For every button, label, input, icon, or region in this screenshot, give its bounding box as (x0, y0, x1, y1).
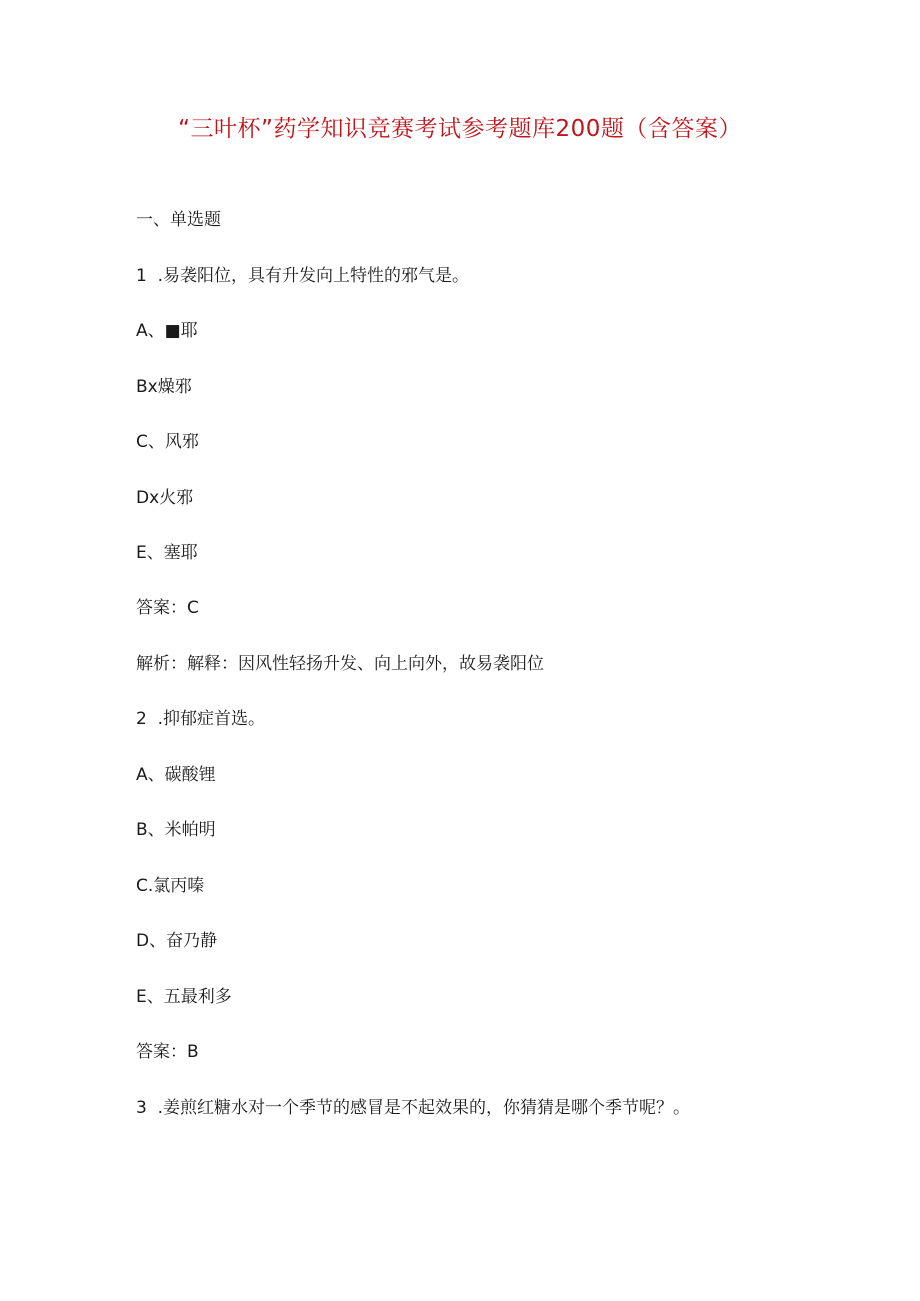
answer-line: 答案：C (136, 598, 199, 618)
option-d: D、奋乃静 (136, 931, 218, 951)
option-e: E、塞耶 (136, 543, 198, 563)
analysis-line: 解析：解释：因风性轻扬升发、向上向外，故易袭阳位 (136, 654, 544, 674)
question-stem: 2 .抑郁症首选。 (136, 709, 266, 729)
answer-line: 答案：B (136, 1042, 199, 1062)
question-stem: 1 .易袭阳位，具有升发向上特性的邪气是。 (136, 266, 470, 286)
document-title: “三叶杯”药学知识竞赛考试参考题库200题（含答案） (178, 116, 742, 142)
option-b: B、米帕明 (136, 820, 216, 840)
question-stem: 3 .姜煎红糖水对一个季节的感冒是不起效果的，你猜猜是哪个季节呢？。 (136, 1098, 691, 1118)
option-b: Bx燥邪 (136, 377, 192, 397)
option-c: C、风邪 (136, 432, 199, 452)
option-a: A、■耶 (136, 321, 198, 341)
option-d: Dx火邪 (136, 488, 194, 508)
option-a: A、碳酸锂 (136, 765, 216, 785)
option-c: C.氯丙嗪 (136, 876, 205, 896)
option-e: E、五最利多 (136, 987, 232, 1007)
section-heading: 一、单选题 (136, 210, 221, 230)
